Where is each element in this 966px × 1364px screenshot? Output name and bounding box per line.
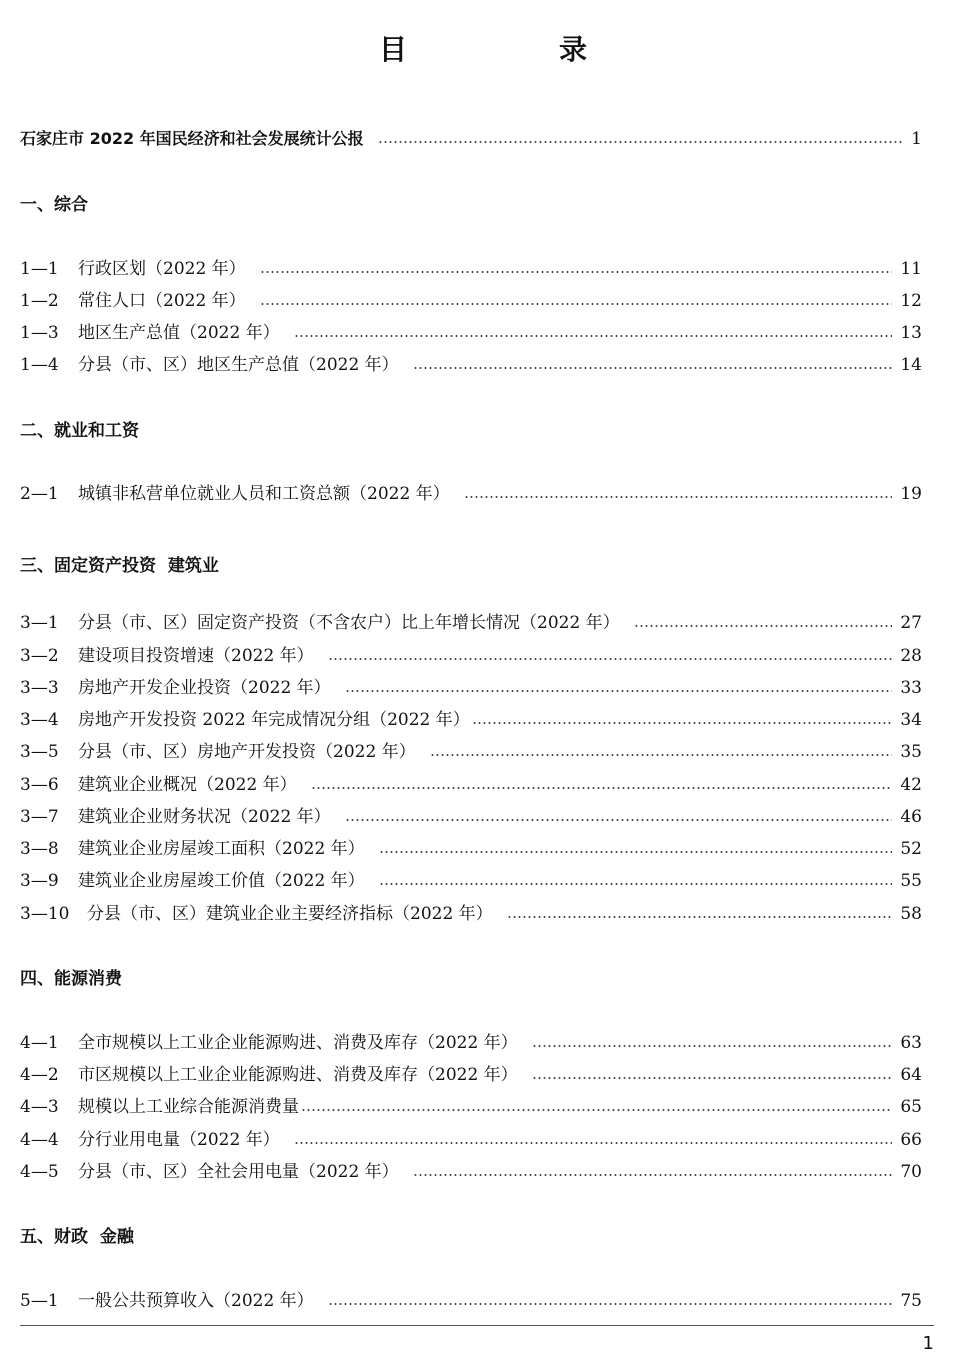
toc-entry-page: 52 — [900, 839, 922, 859]
toc-entry-4-4[interactable] — [20, 1128, 922, 1152]
toc-entry-text: 全市规模以上工业企业能源购进、消费及库存（2022 年） — [78, 1033, 518, 1053]
toc-entry-text: 分县（市、区）全社会用电量（2022 年） — [78, 1162, 399, 1182]
toc-entry-text: 建筑业企业概况（2022 年） — [78, 775, 297, 795]
toc-entry-page: 42 — [900, 775, 922, 795]
toc-entry-page: 55 — [900, 871, 922, 891]
section-heading-4: 四、能源消费 — [20, 969, 122, 989]
leader-dots — [507, 916, 893, 918]
toc-entry-text: 市区规模以上工业企业能源购进、消费及库存（2022 年） — [78, 1065, 518, 1085]
toc-entry-number: 3—8 — [20, 839, 59, 859]
toc-entry-number: 2—1 — [20, 484, 59, 504]
leader-dots — [413, 1174, 893, 1176]
leader-dots — [328, 1303, 893, 1305]
leader-dots — [634, 625, 893, 627]
toc-entry-number: 4—4 — [20, 1130, 59, 1150]
toc-entry-text: 建筑业企业房屋竣工面积（2022 年） — [78, 839, 365, 859]
toc-entry-text: 分县（市、区）地区生产总值（2022 年） — [78, 355, 399, 375]
toc-entry-text: 分行业用电量（2022 年） — [78, 1130, 280, 1150]
toc-entry-page: 46 — [900, 807, 922, 827]
leader-dots — [294, 1142, 893, 1144]
toc-entry-text: 常住人口（2022 年） — [78, 291, 246, 311]
toc-entry-page: 35 — [900, 742, 922, 762]
toc-entry-page: 65 — [900, 1097, 922, 1117]
toc-entry-4-5[interactable] — [20, 1160, 922, 1184]
footer-page-number: 1 — [922, 1333, 934, 1354]
toc-entry-page: 13 — [900, 323, 922, 343]
toc-entry-page: 27 — [900, 613, 922, 633]
toc-entry-page: 1 — [911, 129, 922, 149]
leader-dots — [311, 787, 893, 789]
toc-entry-text: 建筑业企业财务状况（2022 年） — [78, 807, 331, 827]
toc-entry-text: 石家庄市 2022 年国民经济和社会发展统计公报 — [20, 129, 364, 148]
leader-dots — [345, 690, 893, 692]
leader-dots — [294, 335, 893, 337]
leader-dots — [328, 658, 893, 660]
toc-entry-text: 规模以上工业综合能源消费量 — [78, 1097, 299, 1117]
footer-divider — [20, 1325, 934, 1326]
toc-entry-page: 58 — [900, 904, 922, 924]
toc-entry-page: 75 — [900, 1291, 922, 1311]
section-heading-3: 三、固定资产投资 建筑业 — [20, 556, 219, 576]
toc-entry-page: 11 — [900, 259, 922, 279]
toc-entry-1-4[interactable] — [20, 353, 922, 377]
toc-entry-number: 4—3 — [20, 1097, 59, 1117]
toc-entry-number: 4—2 — [20, 1065, 59, 1085]
toc-entry-page: 34 — [900, 710, 922, 730]
toc-entry-text: 分县（市、区）固定资产投资（不含农户）比上年增长情况（2022 年） — [78, 613, 620, 633]
toc-entry-number: 3—7 — [20, 807, 59, 827]
toc-entry-text: 地区生产总值（2022 年） — [78, 323, 280, 343]
leader-dots — [532, 1045, 893, 1047]
leader-dots — [472, 722, 893, 724]
section-heading-5: 五、财政 金融 — [20, 1227, 134, 1247]
toc-entry-number: 3—9 — [20, 871, 59, 891]
toc-entry-text: 行政区划（2022 年） — [78, 259, 246, 279]
toc-entry-number: 3—5 — [20, 742, 59, 762]
leader-dots — [345, 819, 893, 821]
toc-entry-3-1[interactable] — [20, 611, 922, 635]
toc-entry-2-1[interactable] — [20, 482, 922, 506]
leader-dots — [430, 754, 893, 756]
leader-dots — [464, 496, 893, 498]
toc-entry-5-1[interactable] — [20, 1289, 922, 1313]
toc-entry-page: 63 — [900, 1033, 922, 1053]
toc-entry-3-2[interactable] — [20, 644, 922, 668]
toc-entry-page: 12 — [900, 291, 922, 311]
toc-entry-number: 3—3 — [20, 678, 59, 698]
leader-dots — [260, 303, 893, 305]
toc-entry-text: 分县（市、区）房地产开发投资（2022 年） — [78, 742, 416, 762]
toc-entry-4-1[interactable] — [20, 1031, 922, 1055]
section-heading-2: 二、就业和工资 — [20, 421, 139, 441]
toc-entry-text: 建筑业企业房屋竣工价值（2022 年） — [78, 871, 365, 891]
toc-entry-3-5[interactable] — [20, 740, 922, 764]
section-heading-1: 一、综合 — [20, 195, 88, 215]
toc-entry-page: 14 — [900, 355, 922, 375]
toc-entry-text: 一般公共预算收入（2022 年） — [78, 1291, 314, 1311]
toc-entry-3-7[interactable] — [20, 805, 922, 829]
toc-entry-text: 城镇非私营单位就业人员和工资总额（2022 年） — [78, 484, 450, 504]
toc-entry-3-6[interactable] — [20, 773, 922, 797]
toc-entry-4-3[interactable] — [20, 1095, 922, 1119]
toc-entry-page: 66 — [900, 1130, 922, 1150]
page-title: 目 录 — [378, 33, 649, 66]
toc-entry-page: 33 — [900, 678, 922, 698]
toc-entry-page: 28 — [900, 646, 922, 666]
toc-entry-3-4[interactable] — [20, 708, 922, 732]
toc-entry-number: 4—1 — [20, 1033, 59, 1053]
toc-entry-number: 1—3 — [20, 323, 59, 343]
toc-entry-text: 房地产开发投资 2022 年完成情况分组（2022 年） — [78, 710, 470, 730]
leader-dots — [378, 141, 903, 143]
leader-dots — [379, 851, 893, 853]
toc-entry-number: 4—5 — [20, 1162, 59, 1182]
toc-entry-3-8[interactable] — [20, 837, 922, 861]
leader-dots — [413, 367, 893, 369]
leader-dots — [301, 1109, 892, 1111]
toc-entry-3-10[interactable] — [20, 902, 922, 926]
toc-entry-bulletin[interactable] — [20, 127, 922, 151]
toc-entry-text: 分县（市、区）建筑业企业主要经济指标（2022 年） — [87, 904, 493, 924]
toc-entry-number: 3—6 — [20, 775, 59, 795]
leader-dots — [260, 271, 893, 273]
toc-entry-3-9[interactable] — [20, 869, 922, 893]
leader-dots — [379, 883, 893, 885]
toc-entry-number: 3—4 — [20, 710, 59, 730]
toc-entry-page: 64 — [900, 1065, 922, 1085]
toc-entry-number: 3—1 — [20, 613, 59, 633]
toc-entry-page: 19 — [900, 484, 922, 504]
toc-entry-number: 1—1 — [20, 259, 59, 279]
toc-entry-number: 3—2 — [20, 646, 59, 666]
leader-dots — [532, 1077, 893, 1079]
toc-entry-1-3[interactable] — [20, 321, 922, 345]
toc-entry-number: 1—2 — [20, 291, 59, 311]
toc-entry-text: 房地产开发企业投资（2022 年） — [78, 678, 331, 698]
toc-entry-4-2[interactable] — [20, 1063, 922, 1087]
toc-entry-number: 5—1 — [20, 1291, 59, 1311]
toc-entry-1-1[interactable] — [20, 257, 922, 281]
toc-entry-number: 3—10 — [20, 904, 70, 924]
toc-entry-1-2[interactable] — [20, 289, 922, 313]
toc-entry-number: 1—4 — [20, 355, 59, 375]
toc-entry-page: 70 — [900, 1162, 922, 1182]
toc-entry-text: 建设项目投资增速（2022 年） — [78, 646, 314, 666]
toc-entry-3-3[interactable] — [20, 676, 922, 700]
